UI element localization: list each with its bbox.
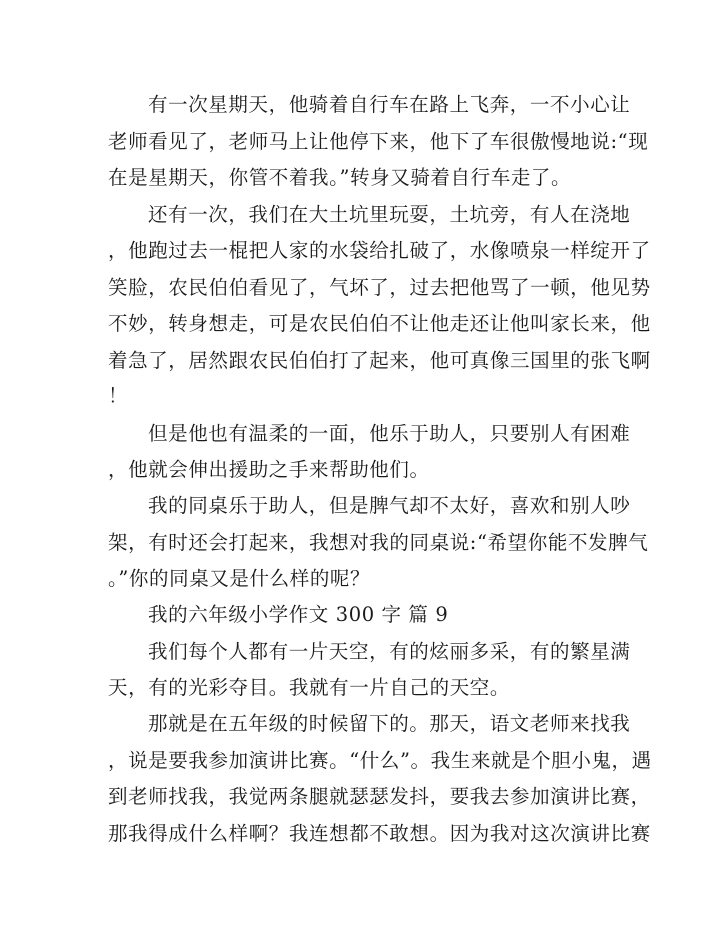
- text-line: 着急了，居然跟农民伯伯打了起来，他可真像三国里的张飞啊: [108, 349, 651, 372]
- text-line: 那就是在五年级的时候留下的。那天，语文老师来找我: [148, 712, 631, 735]
- text-line: 在是星期天，你管不着我。”转身又骑着自行车走了。: [108, 166, 572, 189]
- text-line: 那我得成什么样啊？我连想都不敢想。因为我对这次演讲比赛: [108, 822, 651, 845]
- text-line: ，他跑过去一棍把人家的水袋给扎破了，水像喷泉一样绽开了: [108, 239, 651, 262]
- text-line: 不妙，转身想走，可是农民伯伯不让他走还让他叫家长来，他: [108, 312, 651, 335]
- text-line: ，说是要我参加演讲比赛。“什么”。我生来就是个胆小鬼，遇: [108, 749, 652, 772]
- text-line: 到老师找我，我觉两条腿就瑟瑟发抖，要我去参加演讲比赛，: [108, 785, 651, 808]
- text-line: 笑脸，农民伯伯看见了，气坏了，过去把他骂了一顿，他见势: [108, 276, 651, 299]
- text-line: 老师看见了，老师马上让他停下来，他下了车很傲慢地说:“现: [108, 130, 649, 153]
- text-line: 还有一次，我们在大土坑里玩耍，土坑旁，有人在浇地: [148, 203, 631, 226]
- text-line: ！: [108, 384, 129, 407]
- text-line: 我的同桌乐于助人，但是脾气却不太好，喜欢和别人吵: [148, 494, 631, 517]
- text-line: ，他就会伸出援助之手来帮助他们。: [108, 458, 430, 481]
- text-line: 天，有的光彩夺目。我就有一片自己的天空。: [108, 676, 511, 699]
- text-line: 架，有时还会打起来，我想对我的同桌说:“希望你能不发脾气: [108, 531, 649, 554]
- text-line: 但是他也有温柔的一面，他乐于助人，只要别人有困难: [148, 422, 631, 445]
- text-line: 有一次星期天，他骑着自行车在路上飞奔，一不小心让: [148, 93, 631, 116]
- text-line: 。”你的同桌又是什么样的呢？: [108, 567, 371, 590]
- text-line: 我们每个人都有一片天空，有的炫丽多采，有的繁星满: [148, 640, 631, 663]
- section-heading: 我的六年级小学作文 300 字 篇 9: [148, 603, 449, 626]
